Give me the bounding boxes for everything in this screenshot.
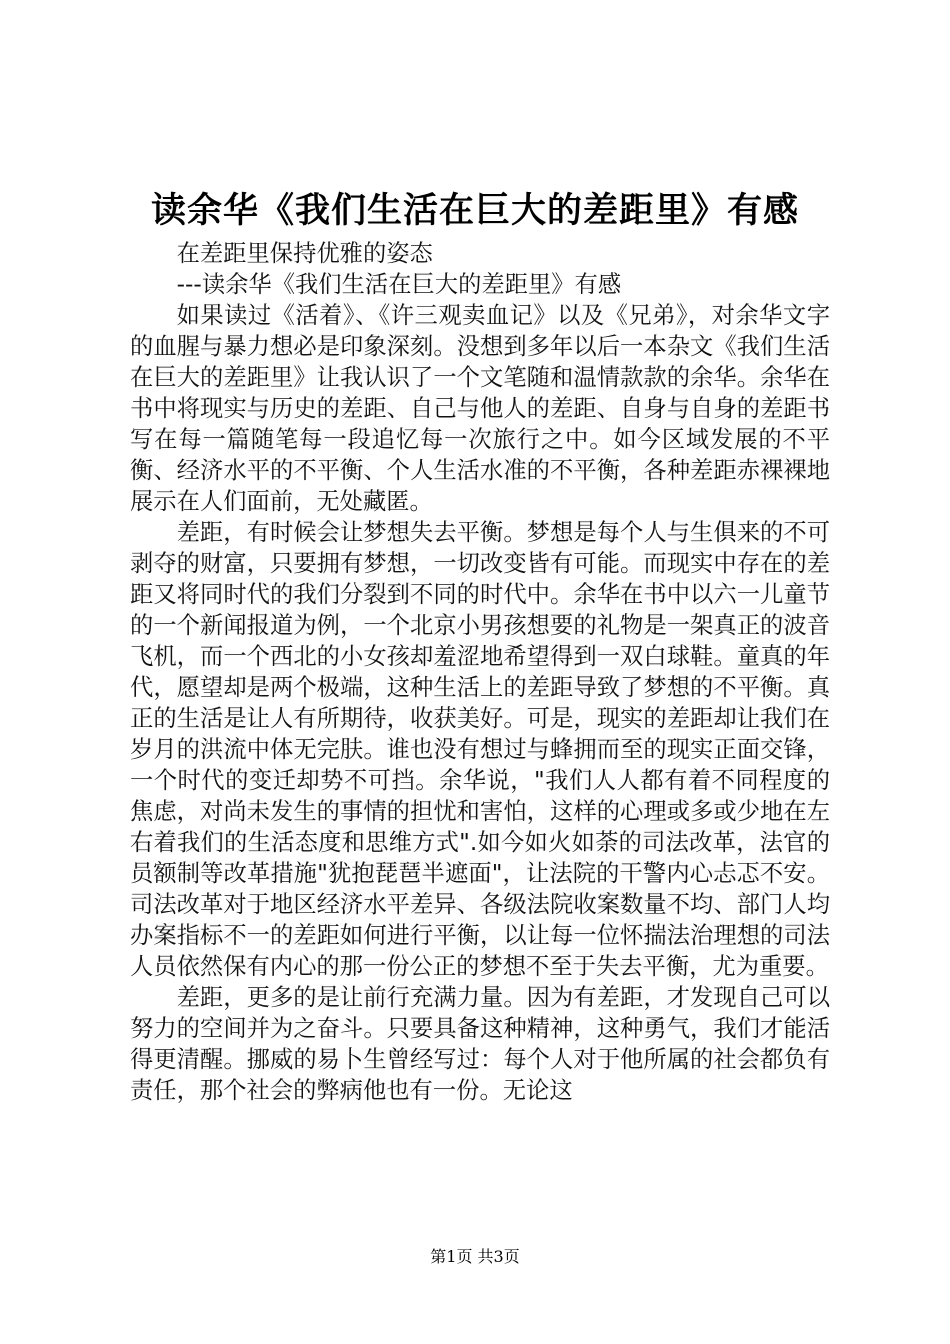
document-body [130, 238, 830, 1106]
subtitle: 在差距里保持优雅的姿态 [176, 240, 433, 267]
paragraph: 差距，更多的是让前行充满力量。因为有差距，才发现自己可以努力的空间并为之奋斗。只要具备这种精神，这种勇气，我们才能活得更清醒。挪威的易卜生曾经写过：每个人对于他所属的社会都负有责任，那个社会的弊病他也有一份。无论这 [130, 984, 830, 1104]
document-title: 读余华《我们生活在巨大的差距里》有感 [150, 190, 799, 231]
page-number-footer: 第1页 共3页 [430, 1247, 520, 1266]
paragraph: 差距，有时候会让梦想失去平衡。梦想是每个人与生俱来的不可剥夺的财富，只要拥有梦想，一切改变皆有可能。而现实中存在的差距又将同时代的我们分裂到不同的时代中。余华在书中以六一儿童节的一个新闻报道为例，一个北京小男孩想要的礼物是一架真正的波音飞机，而一个西北的小女孩却羞涩地希望得到一双白球鞋。童真的年代，愿望却是两个极端，这种生活上的差距导致了梦想的不平衡。真正的生活是让人有所期待，收获美好。可是，现实的差距却让我们在岁月的洪流中体无完肤。谁也没有想过与蜂拥而至的现实正面交锋，一个时代的变迁却势不可挡。余华说，"我们人人都有着不同程度的焦虑，对尚未发生的事情的担忧和害怕，这样的心理或多或少地在左右着我们的生活态度和思维方式".如今如火如荼的司法改革，法官的员额制等改革措施"犹抱琵琶半遮面"，让法院的干警内心忐忑不安。司法改革对于地区经济水平差异、各级法院收案数量不均、部门人均办案指标不一的差距如何进行平衡，以让每一位怀揣法治理想的司法人员依然保有内心的那一份公正的梦想不至于失去平衡，尤为重要。 [130, 519, 830, 980]
subtitle-secondary: ---读余华《我们生活在巨大的差距里》有感 [176, 271, 622, 298]
paragraph: 如果读过《活着》、《许三观卖血记》以及《兄弟》，对余华文字的血腥与暴力想必是印象深刻。没想到多年以后一本杂文《我们生活在巨大的差距里》让我认识了一个文笔随和温情款款的余华。余华在书中将现实与历史的差距、自己与他人的差距、自身与自身的差距书写在每一篇随笔每一段追忆每一次旅行之中。如今区域发展的不平衡、经济水平的不平衡、个人生活水准的不平衡，各种差距赤裸裸地展示在人们面前，无处藏匿。 [130, 302, 830, 515]
